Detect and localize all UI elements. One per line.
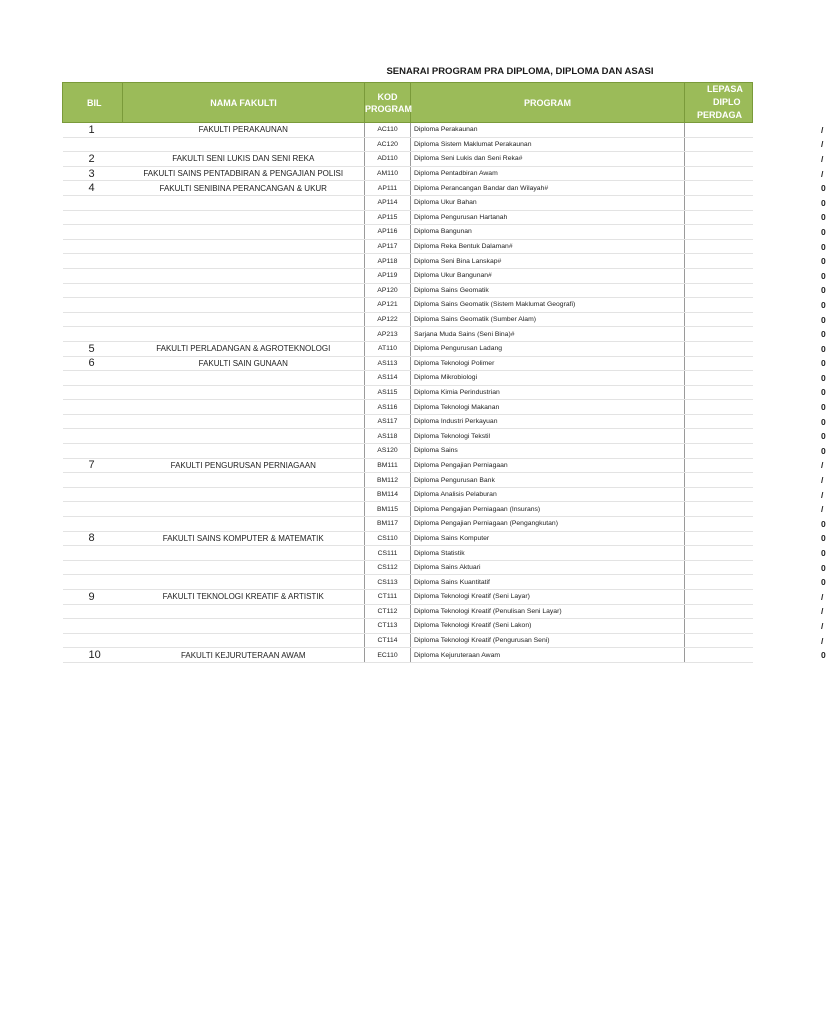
kod-program-cell: AP118 (365, 254, 411, 269)
bil-cell (63, 487, 123, 502)
table-row (63, 400, 753, 415)
table-row (63, 371, 753, 386)
kod-program-cell: CT114 (365, 633, 411, 648)
program-cell: Diploma Sains Geomatik (Sumber Alam) (411, 312, 685, 327)
fakulti-cell (123, 560, 365, 575)
table-row (63, 268, 753, 283)
bil-cell: 3 (63, 166, 123, 181)
fakulti-cell (123, 487, 365, 502)
lepasan-cell: 0 (685, 210, 753, 225)
fakulti-cell: FAKULTI PERLADANGAN & AGROTEKNOLOGI (123, 341, 365, 356)
fakulti-cell (123, 371, 365, 386)
program-cell: Diploma Kimia Perindustrian (411, 385, 685, 400)
fakulti-cell (123, 137, 365, 152)
table-row (63, 166, 753, 181)
fakulti-cell: FAKULTI SAINS KOMPUTER & MATEMATIK (123, 531, 365, 546)
table-row (63, 385, 753, 400)
fakulti-cell (123, 414, 365, 429)
header-nama-fakulti: NAMA FAKULTI (123, 83, 365, 123)
table-row (63, 590, 753, 605)
lepasan-cell: / (685, 590, 753, 605)
fakulti-cell (123, 517, 365, 532)
document-title: SENARAI PROGRAM PRA DIPLOMA, DIPLOMA DAN ASASI (386, 66, 654, 77)
lepasan-cell: 0 (685, 648, 753, 663)
program-cell: Diploma Pentadbiran Awam (411, 166, 685, 181)
lepasan-cell: / (685, 487, 753, 502)
fakulti-cell: FAKULTI SENIBINA PERANCANGAN & UKUR (123, 181, 365, 196)
table-row (63, 137, 753, 152)
lepasan-cell: / (685, 502, 753, 517)
table-row (63, 239, 753, 254)
table-row (63, 473, 753, 488)
table-row (63, 195, 753, 210)
bil-cell: 9 (63, 590, 123, 605)
lepasan-cell: 0 (685, 444, 753, 459)
fakulti-cell (123, 502, 365, 517)
kod-program-cell: AP115 (365, 210, 411, 225)
bil-cell (63, 254, 123, 269)
fakulti-cell (123, 268, 365, 283)
header-lep-line2: DIPLO (713, 97, 741, 107)
kod-program-cell: BM112 (365, 473, 411, 488)
kod-program-cell: AP120 (365, 283, 411, 298)
lepasan-cell: 0 (685, 517, 753, 532)
fakulti-cell: FAKULTI SAINS PENTADBIRAN & PENGAJIAN POLISI (123, 166, 365, 181)
lepasan-cell: / (685, 633, 753, 648)
lepasan-cell: 0 (685, 312, 753, 327)
bil-cell: 1 (63, 123, 123, 138)
program-cell: Diploma Ukur Bahan (411, 195, 685, 210)
lepasan-cell: / (685, 458, 753, 473)
bil-cell (63, 371, 123, 386)
kod-program-cell: AS114 (365, 371, 411, 386)
fakulti-cell (123, 385, 365, 400)
program-cell: Diploma Ukur Bangunan# (411, 268, 685, 283)
fakulti-cell (123, 312, 365, 327)
lepasan-cell: 0 (685, 283, 753, 298)
lepasan-cell: 0 (685, 341, 753, 356)
header-program: PROGRAM (411, 83, 685, 123)
lepasan-cell: 0 (685, 356, 753, 371)
bil-cell: 2 (63, 152, 123, 167)
kod-program-cell: AP111 (365, 181, 411, 196)
program-cell: Diploma Sains Geomatik (411, 283, 685, 298)
bil-cell (63, 517, 123, 532)
kod-program-cell: AP117 (365, 239, 411, 254)
table-row (63, 648, 753, 663)
bil-cell: 7 (63, 458, 123, 473)
lepasan-cell: 0 (685, 225, 753, 240)
fakulti-cell (123, 444, 365, 459)
fakulti-cell (123, 225, 365, 240)
fakulti-cell: FAKULTI SAIN GUNAAN (123, 356, 365, 371)
table-row (63, 181, 753, 196)
program-cell: Diploma Teknologi Kreatif (Penulisan Seni Layar) (411, 604, 685, 619)
lepasan-cell: 0 (685, 414, 753, 429)
program-cell: Diploma Seni Lukis dan Seni Reka# (411, 152, 685, 167)
kod-program-cell: BM117 (365, 517, 411, 532)
lepasan-cell: / (685, 152, 753, 167)
program-cell: Diploma Statistik (411, 546, 685, 561)
program-cell: Diploma Industri Perkayuan (411, 414, 685, 429)
table-row (63, 560, 753, 575)
table-row (63, 356, 753, 371)
lepasan-cell: / (685, 166, 753, 181)
bil-cell: 5 (63, 341, 123, 356)
bil-cell (63, 283, 123, 298)
bil-cell (63, 502, 123, 517)
program-cell: Diploma Pengurusan Ladang (411, 341, 685, 356)
lepasan-cell: 0 (685, 385, 753, 400)
bil-cell (63, 239, 123, 254)
lepasan-cell: 0 (685, 239, 753, 254)
fakulti-cell (123, 210, 365, 225)
lepasan-cell: 0 (685, 560, 753, 575)
header-lepasan (685, 83, 753, 123)
table-row (63, 619, 753, 634)
fakulti-cell (123, 429, 365, 444)
bil-cell (63, 137, 123, 152)
kod-program-cell: AP116 (365, 225, 411, 240)
fakulti-cell (123, 400, 365, 415)
bil-cell (63, 546, 123, 561)
header-kod-line2: PROGRAM (365, 103, 412, 114)
table-row (63, 123, 753, 138)
program-cell: Diploma Pengajian Perniagaan (Insurans) (411, 502, 685, 517)
kod-program-cell: BM115 (365, 502, 411, 517)
table-row (63, 341, 753, 356)
fakulti-cell (123, 327, 365, 342)
kod-program-cell: AS118 (365, 429, 411, 444)
lepasan-cell: 0 (685, 546, 753, 561)
kod-program-cell: CT112 (365, 604, 411, 619)
bil-cell (63, 429, 123, 444)
kod-program-cell: AS115 (365, 385, 411, 400)
bil-cell (63, 400, 123, 415)
header-kod-line1: KOD (377, 91, 398, 102)
lepasan-cell: 0 (685, 181, 753, 196)
program-cell: Diploma Teknologi Polimer (411, 356, 685, 371)
kod-program-cell: AS113 (365, 356, 411, 371)
fakulti-cell (123, 575, 365, 590)
bil-cell: 10 (63, 648, 123, 663)
header-lep-line3: PERDAGA (697, 110, 743, 120)
header-lep-line1: LEPASA (707, 84, 743, 94)
program-cell: Diploma Pengajian Perniagaan (Pengangkutan) (411, 517, 685, 532)
lepasan-cell: / (685, 123, 753, 138)
bil-cell: 8 (63, 531, 123, 546)
bil-cell (63, 298, 123, 313)
bil-cell (63, 268, 123, 283)
kod-program-cell: AC120 (365, 137, 411, 152)
table-row (63, 254, 753, 269)
kod-program-cell: CS111 (365, 546, 411, 561)
program-table (62, 82, 826, 663)
bil-cell (63, 385, 123, 400)
table-row (63, 633, 753, 648)
lepasan-cell: 0 (685, 531, 753, 546)
program-cell: Diploma Teknologi Makanan (411, 400, 685, 415)
bil-cell (63, 604, 123, 619)
lepasan-cell: 0 (685, 254, 753, 269)
bil-cell (63, 473, 123, 488)
table-row (63, 517, 753, 532)
kod-program-cell: AT110 (365, 341, 411, 356)
bil-cell: 4 (63, 181, 123, 196)
table-row (63, 312, 753, 327)
bil-cell (63, 210, 123, 225)
table-row (63, 604, 753, 619)
fakulti-cell (123, 619, 365, 634)
program-cell: Diploma Teknologi Kreatif (Seni Lakon) (411, 619, 685, 634)
program-cell: Diploma Sains Geomatik (Sistem Maklumat Geografi) (411, 298, 685, 313)
program-cell: Diploma Sistem Maklumat Perakaunan (411, 137, 685, 152)
table-row (63, 283, 753, 298)
program-cell: Diploma Seni Bina Lanskap# (411, 254, 685, 269)
lepasan-cell: 0 (685, 575, 753, 590)
bil-cell (63, 633, 123, 648)
table-row (63, 458, 753, 473)
table-row (63, 575, 753, 590)
fakulti-cell (123, 298, 365, 313)
program-cell: Diploma Kejuruteraan Awam (411, 648, 685, 663)
table-row (63, 444, 753, 459)
program-cell: Diploma Analisis Pelaburan (411, 487, 685, 502)
fakulti-cell: FAKULTI TEKNOLOGI KREATIF & ARTISTIK (123, 590, 365, 605)
lepasan-cell: 0 (685, 371, 753, 386)
kod-program-cell: AP121 (365, 298, 411, 313)
kod-program-cell: BM114 (365, 487, 411, 502)
program-cell: Diploma Reka Bentuk Dalaman# (411, 239, 685, 254)
table-row (63, 225, 753, 240)
kod-program-cell: AS117 (365, 414, 411, 429)
fakulti-cell (123, 473, 365, 488)
program-cell: Diploma Bangunan (411, 225, 685, 240)
program-cell: Diploma Sains (411, 444, 685, 459)
kod-program-cell: AP122 (365, 312, 411, 327)
bil-cell (63, 195, 123, 210)
bil-cell (63, 619, 123, 634)
bil-cell (63, 225, 123, 240)
header-bil: BIL (63, 83, 123, 123)
table-row (63, 546, 753, 561)
fakulti-cell (123, 195, 365, 210)
program-cell: Diploma Teknologi Tekstil (411, 429, 685, 444)
table-body (63, 123, 826, 663)
table-row (63, 152, 753, 167)
program-cell: Diploma Pengurusan Hartanah (411, 210, 685, 225)
kod-program-cell: CS113 (365, 575, 411, 590)
lepasan-cell: / (685, 473, 753, 488)
kod-program-cell: EC110 (365, 648, 411, 663)
lepasan-cell: / (685, 137, 753, 152)
program-cell: Diploma Sains Kuantitatif (411, 575, 685, 590)
program-cell: Diploma Sains Komputer (411, 531, 685, 546)
fakulti-cell: FAKULTI PENGURUSAN PERNIAGAAN (123, 458, 365, 473)
bil-cell (63, 560, 123, 575)
program-cell: Diploma Perakaunan (411, 123, 685, 138)
lepasan-cell: / (685, 619, 753, 634)
lepasan-cell: 0 (685, 268, 753, 283)
bil-cell (63, 444, 123, 459)
table-row (63, 531, 753, 546)
lepasan-cell: 0 (685, 195, 753, 210)
program-cell: Diploma Perancangan Bandar dan Wilayah# (411, 181, 685, 196)
table-row (63, 327, 753, 342)
kod-program-cell: AM110 (365, 166, 411, 181)
kod-program-cell: AS116 (365, 400, 411, 415)
bil-cell: 6 (63, 356, 123, 371)
fakulti-cell (123, 239, 365, 254)
bil-cell (63, 327, 123, 342)
fakulti-cell (123, 546, 365, 561)
program-cell: Diploma Teknologi Kreatif (Seni Layar) (411, 590, 685, 605)
program-cell: Diploma Mikrobiologi (411, 371, 685, 386)
kod-program-cell: CT113 (365, 619, 411, 634)
kod-program-cell: AP213 (365, 327, 411, 342)
table-row (63, 487, 753, 502)
program-cell: Diploma Teknologi Kreatif (Pengurusan Seni) (411, 633, 685, 648)
kod-program-cell: AP114 (365, 195, 411, 210)
kod-program-cell: CS112 (365, 560, 411, 575)
program-cell: Diploma Sains Aktuari (411, 560, 685, 575)
fakulti-cell (123, 283, 365, 298)
fakulti-cell (123, 254, 365, 269)
fakulti-cell (123, 604, 365, 619)
table-row (63, 429, 753, 444)
kod-program-cell: CS110 (365, 531, 411, 546)
lepasan-cell: 0 (685, 429, 753, 444)
program-cell: Diploma Pengajian Perniagaan (411, 458, 685, 473)
kod-program-cell: AS120 (365, 444, 411, 459)
fakulti-cell: FAKULTI PERAKAUNAN (123, 123, 365, 138)
lepasan-cell: 0 (685, 327, 753, 342)
fakulti-cell (123, 633, 365, 648)
kod-program-cell: BM111 (365, 458, 411, 473)
table-row (63, 414, 753, 429)
program-cell: Diploma Pengurusan Bank (411, 473, 685, 488)
lepasan-cell: / (685, 604, 753, 619)
header-kod-program (365, 83, 411, 123)
table-row (63, 502, 753, 517)
fakulti-cell: FAKULTI SENI LUKIS DAN SENI REKA (123, 152, 365, 167)
table-header-row (63, 83, 753, 123)
table-row (63, 210, 753, 225)
program-cell: Sarjana Muda Sains (Seni Bina)# (411, 327, 685, 342)
kod-program-cell: CT111 (365, 590, 411, 605)
kod-program-cell: AD110 (365, 152, 411, 167)
lepasan-cell: 0 (685, 298, 753, 313)
kod-program-cell: AC110 (365, 123, 411, 138)
table-row (63, 298, 753, 313)
lepasan-cell: 0 (685, 400, 753, 415)
bil-cell (63, 312, 123, 327)
bil-cell (63, 575, 123, 590)
fakulti-cell: FAKULTI KEJURUTERAAN AWAM (123, 648, 365, 663)
bil-cell (63, 414, 123, 429)
kod-program-cell: AP119 (365, 268, 411, 283)
